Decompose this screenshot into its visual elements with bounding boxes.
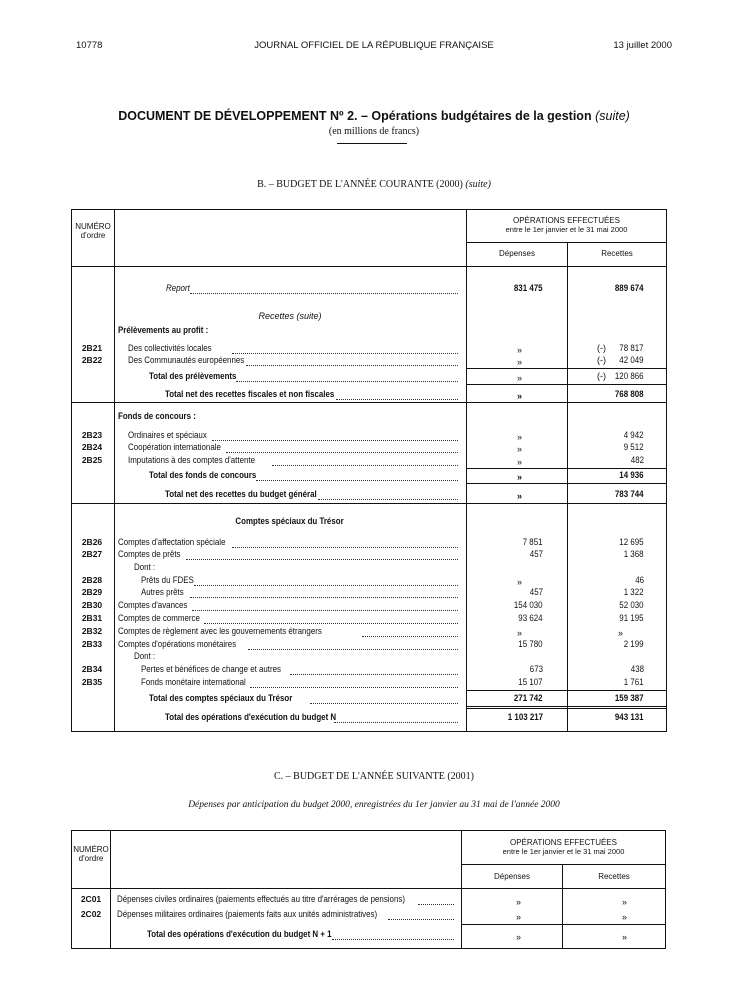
code-2b27: 2B27: [81, 549, 103, 559]
row-2b33-label: Comptes d'opérations monétaires: [118, 639, 237, 649]
row-2b32-rec: »: [617, 628, 623, 638]
code-2b26: 2B26: [81, 537, 103, 547]
row-2c02-rec: »: [621, 912, 627, 922]
row-total-cst-label: Total des comptes spéciaux du Trésor: [149, 693, 293, 703]
row-2b27-label: Comptes de prêts: [118, 549, 181, 559]
row-total-prelevements-label: Total des prélèvements: [149, 371, 237, 381]
row-total-prelevements-rec: 120 866: [615, 371, 644, 381]
row-2b26-label: Comptes d'affectation spéciale: [118, 537, 226, 547]
section-b-title-text: B. – BUDGET DE L'ANNÉE COURANTE (2000): [257, 179, 463, 190]
code-2b31: 2B31: [81, 613, 103, 623]
dont-label-1: Dont :: [134, 562, 156, 572]
row-2b35-label: Fonds monétaire international: [141, 677, 246, 687]
code-2c01: 2C01: [80, 894, 102, 904]
row-report-rec: 889 674: [615, 283, 644, 293]
fonds-concours-heading: Fonds de concours :: [118, 411, 196, 421]
row-2b30-rec: 52 030: [619, 600, 644, 610]
code-2b28: 2B28: [81, 575, 103, 585]
page-number: 10778: [76, 40, 103, 51]
row-total-execution-n1-rec: »: [621, 932, 627, 942]
col-header-operations: OPÉRATIONS EFFECTUÉES entre le 1er janvier et le 31 mai 2000: [505, 216, 628, 234]
row-report-label: Report: [166, 283, 190, 293]
row-2b31-rec: 91 195: [619, 613, 644, 623]
c-col-header-recettes: Recettes: [598, 872, 630, 881]
row-2b32-dep: »: [516, 628, 522, 638]
row-2b22-rec: 42 049: [619, 355, 644, 365]
recettes-suite-heading: Recettes (suite): [258, 311, 322, 321]
row-2b28-rec: 46: [635, 575, 644, 585]
code-2b21: 2B21: [81, 343, 103, 353]
code-2b33: 2B33: [81, 639, 103, 649]
code-2b25: 2B25: [81, 455, 103, 465]
row-2b21-dep: »: [516, 345, 522, 355]
row-2c01-dep: »: [515, 897, 521, 907]
section-c-subtitle: Dépenses par anticipation du budget 2000, enregistrées du 1er janvier au 31 mai de l'année 2000: [188, 800, 560, 810]
row-total-prelevements-rec-sign: (-): [597, 371, 606, 381]
row-2b21-rec: 78 817: [619, 343, 644, 353]
row-2b24-dep: »: [516, 444, 522, 454]
section-b-title: [0, 179, 748, 190]
document-title: [0, 109, 748, 123]
row-2b32-label: Comptes de règlement avec les gouvernements étrangers: [118, 626, 322, 636]
section-c-title: C. – BUDGET DE L'ANNÉE SUIVANTE (2001): [273, 771, 475, 782]
row-total-cst-dep: 271 742: [514, 693, 543, 703]
row-total-prelevements-dep: »: [516, 373, 522, 383]
row-total-execution-n-dep: 1 103 217: [507, 712, 543, 722]
row-2b22-label: Des Communautés européennes: [128, 355, 245, 365]
col-header-numero: NUMÉRO d'ordre: [75, 222, 111, 240]
row-total-net-general-dep: »: [516, 491, 522, 501]
code-2c02: 2C02: [80, 909, 102, 919]
document-subtitle: (en millions de francs): [328, 126, 420, 137]
row-2b31-dep: 93 624: [518, 613, 543, 623]
row-2b35-dep: 15 107: [518, 677, 543, 687]
issue-date: 13 juillet 2000: [613, 40, 672, 51]
row-2b25-label: Imputations à des comptes d'attente: [128, 455, 255, 465]
row-total-net-general-label: Total net des recettes du budget général: [165, 489, 317, 499]
row-total-fonds-rec: 14 936: [619, 470, 644, 480]
row-2b24-rec: 9 512: [624, 442, 644, 452]
code-2b32: 2B32: [81, 626, 103, 636]
row-total-fonds-dep: »: [516, 472, 522, 482]
row-2b33-dep: 15 780: [518, 639, 543, 649]
row-2b33-rec: 2 199: [624, 639, 644, 649]
row-2b23-dep: »: [516, 432, 522, 442]
row-2b22-rec-sign: (-): [597, 355, 606, 365]
row-total-execution-n1-label: Total des opérations d'exécution du budget N + 1: [147, 929, 332, 939]
row-2b34-rec: 438: [630, 664, 644, 674]
row-2b22-dep: »: [516, 357, 522, 367]
row-2b29-dep: 457: [529, 587, 543, 597]
code-2b35: 2B35: [81, 677, 103, 687]
row-report-dep: 831 475: [514, 283, 543, 293]
row-2b25-rec: 482: [630, 455, 644, 465]
row-2b23-label: Ordinaires et spéciaux: [128, 430, 207, 440]
row-total-execution-n-rec: 943 131: [615, 712, 644, 722]
dont-label-2: Dont :: [134, 651, 156, 661]
row-total-net-fiscales-dep: »: [516, 391, 522, 401]
code-2b30: 2B30: [81, 600, 103, 610]
row-2b27-dep: 457: [529, 549, 543, 559]
row-2c02-dep: »: [515, 912, 521, 922]
row-2b29-label: Autres prêts: [141, 587, 184, 597]
code-2b29: 2B29: [81, 587, 103, 597]
row-2b25-dep: »: [516, 457, 522, 467]
row-2b31-label: Comptes de commerce: [118, 613, 200, 623]
row-2b26-rec: 12 695: [619, 537, 644, 547]
row-2b21-label: Des collectivités locales: [128, 343, 212, 353]
row-2c01-rec: »: [621, 897, 627, 907]
row-2b26-dep: 7 851: [523, 537, 543, 547]
document-title-suite: (suite): [595, 109, 630, 123]
c-col-header-operations: OPÉRATIONS EFFECTUÉES entre le 1er janvier et le 31 mai 2000: [502, 838, 625, 856]
row-total-fonds-label: Total des fonds de concours: [149, 470, 257, 480]
row-2b21-rec-sign: (-): [597, 343, 606, 353]
c-col-header-numero: NUMÉRO d'ordre: [73, 845, 109, 863]
row-2b28-dep: »: [516, 577, 522, 587]
row-2b35-rec: 1 761: [624, 677, 644, 687]
c-col-header-depenses: Dépenses: [493, 872, 531, 881]
code-2b23: 2B23: [81, 430, 103, 440]
section-b-title-suite: (suite): [465, 179, 491, 190]
code-2b34: 2B34: [81, 664, 103, 674]
row-total-cst-rec: 159 387: [615, 693, 644, 703]
row-2b29-rec: 1 322: [624, 587, 644, 597]
row-total-net-fiscales-rec: 768 808: [615, 389, 644, 399]
row-2b30-label: Comptes d'avances: [118, 600, 188, 610]
code-2b24: 2B24: [81, 442, 103, 452]
row-total-net-fiscales-label: Total net des recettes fiscales et non fiscales: [165, 389, 335, 399]
title-rule: [337, 143, 407, 144]
journal-title: JOURNAL OFFICIEL DE LA RÉPUBLIQUE FRANÇAISE: [254, 40, 494, 51]
col-header-depenses: Dépenses: [498, 249, 536, 258]
row-2b24-label: Coopération internationale: [128, 442, 221, 452]
row-2b23-rec: 4 942: [624, 430, 644, 440]
row-2b27-rec: 1 368: [624, 549, 644, 559]
row-total-execution-n1-dep: »: [515, 932, 521, 942]
row-total-execution-n-label: Total des opérations d'exécution du budget N: [165, 712, 337, 722]
row-2c02-label: Dépenses militaires ordinaires (paiements faits aux unités administratives): [117, 909, 378, 919]
row-2b28-label: Prêts du FDES: [141, 575, 194, 585]
document-title-main: DOCUMENT DE DÉVELOPPEMENT Nº 2. – Opérations budgétaires de la gestion: [118, 109, 592, 123]
prelevements-heading: Prélèvements au profit :: [118, 325, 209, 335]
row-2c01-label: Dépenses civiles ordinaires (paiements effectués au titre d'arrérages de pensions): [117, 894, 405, 904]
row-2b34-label: Pertes et bénéfices de change et autres: [141, 664, 282, 674]
code-2b22: 2B22: [81, 355, 103, 365]
row-total-net-general-rec: 783 744: [615, 489, 644, 499]
col-header-recettes: Recettes: [601, 249, 633, 258]
row-2b34-dep: 673: [529, 664, 543, 674]
comptes-speciaux-heading: Comptes spéciaux du Trésor: [235, 516, 345, 526]
row-2b30-dep: 154 030: [514, 600, 543, 610]
